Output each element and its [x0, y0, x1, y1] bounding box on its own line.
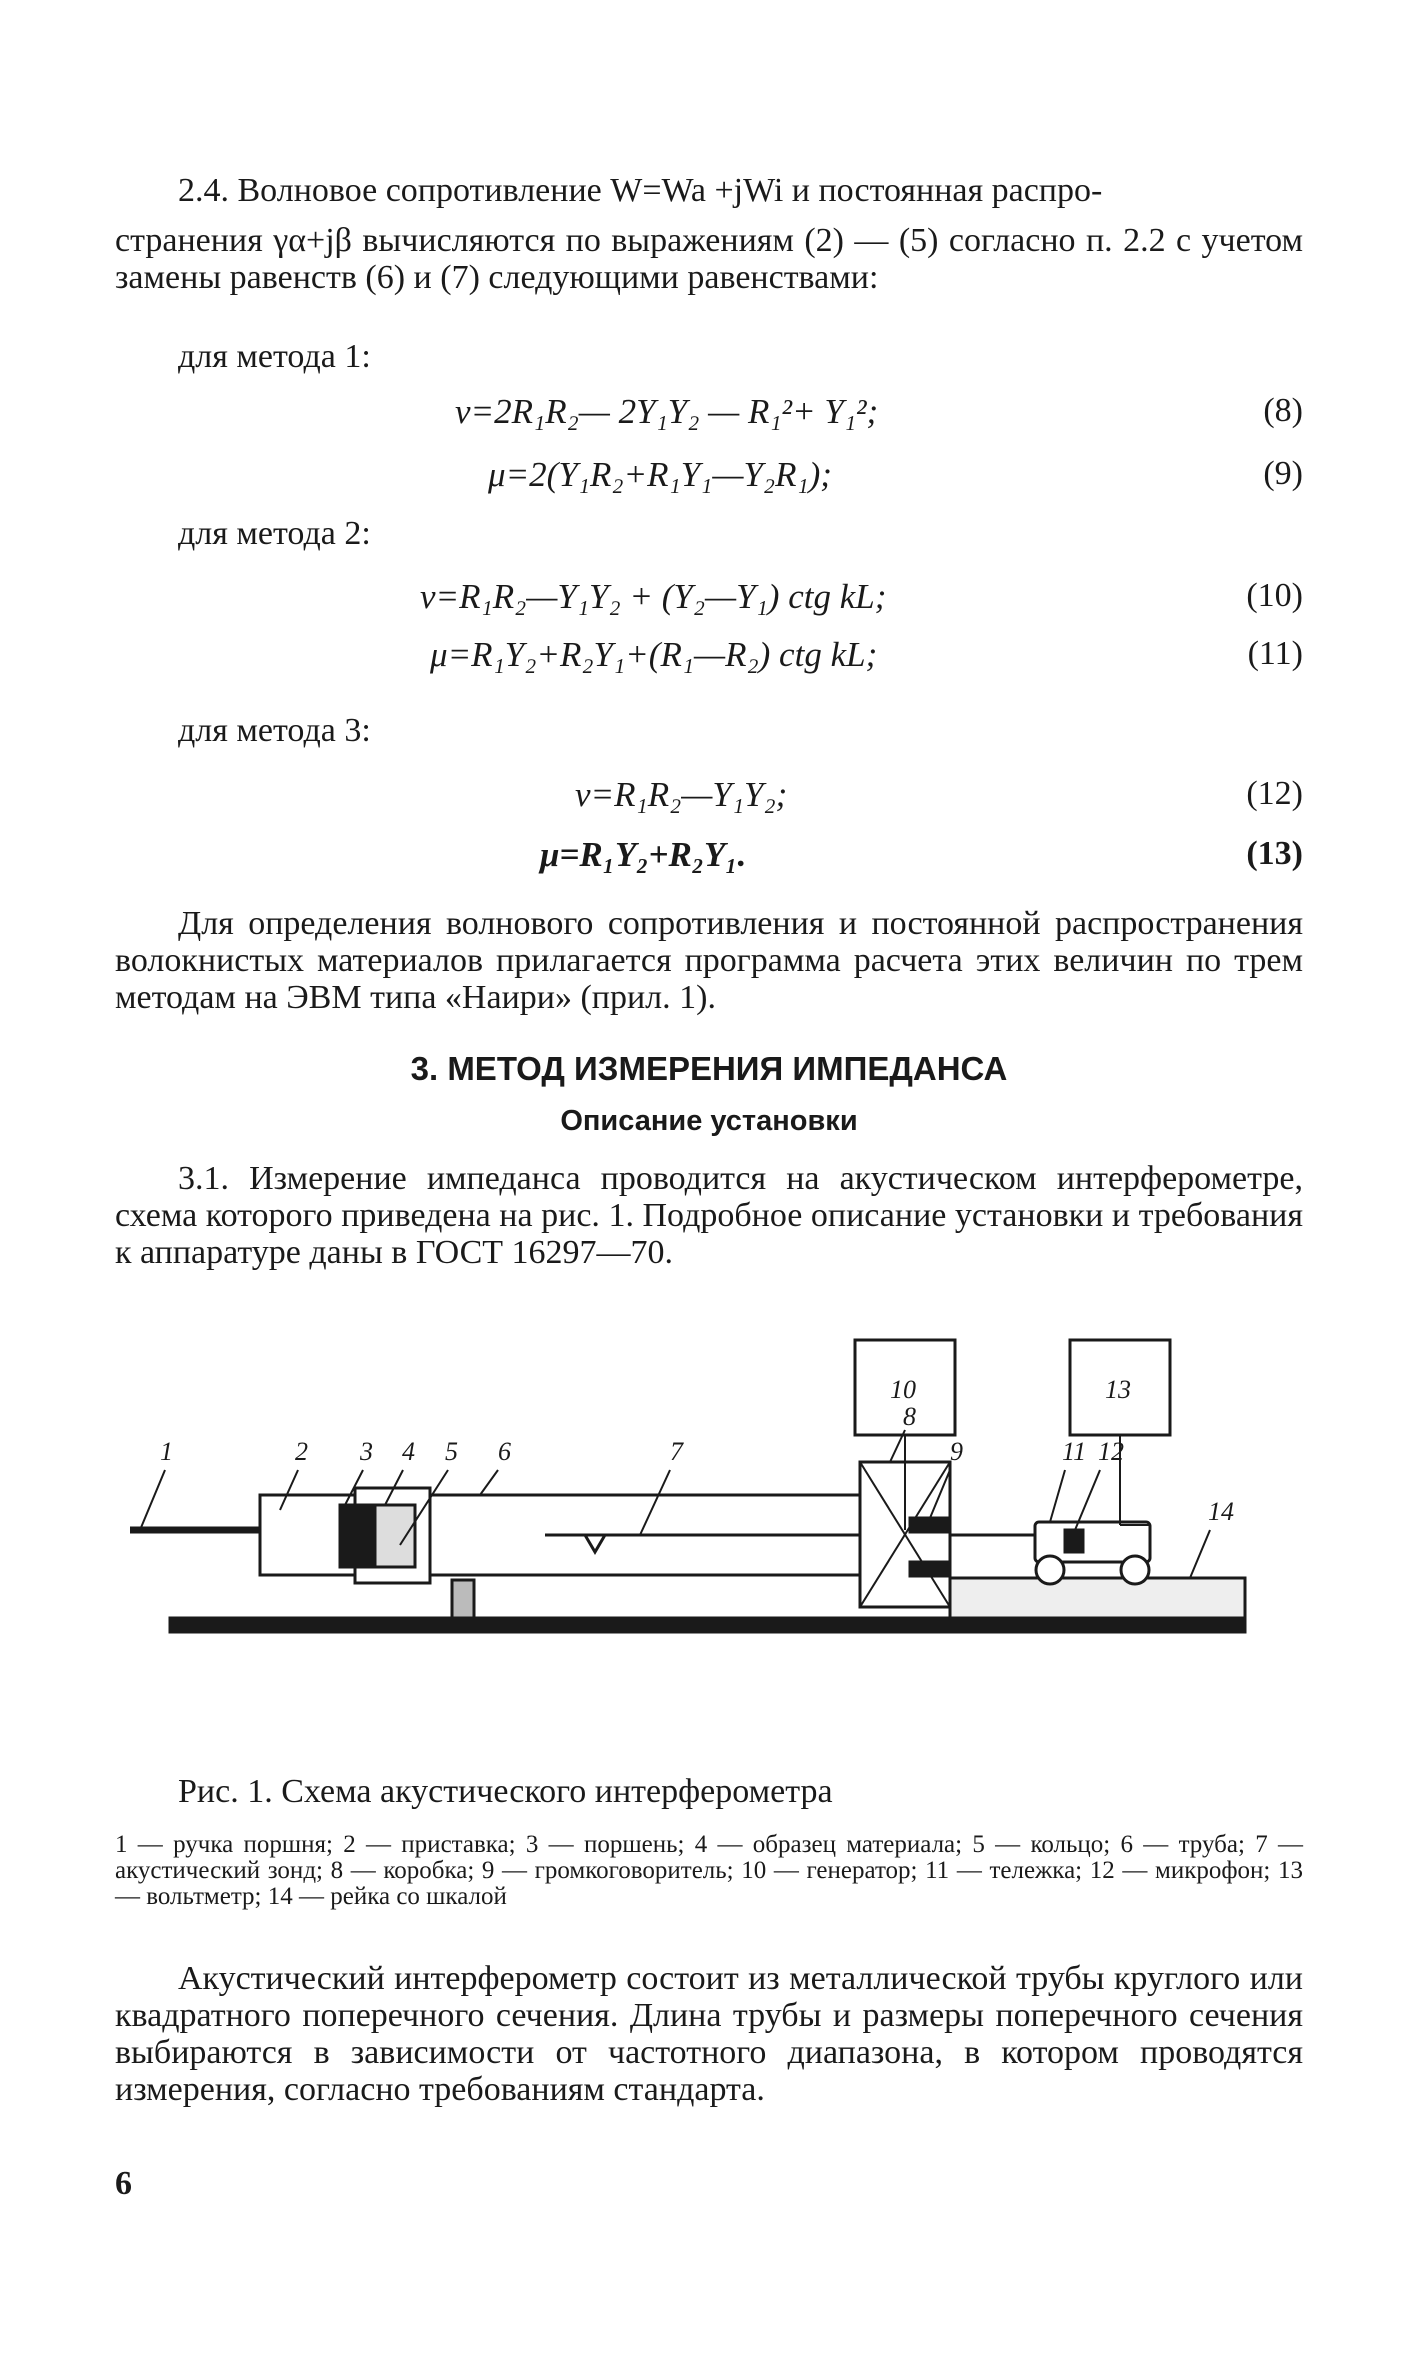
equation-8: ν=2R₁R₂— 2Y₁Y₂ — R₁²+ Y₁²; [455, 392, 879, 431]
final-paragraph: Акустический интерферометр состоит из металлической трубы круглого или квадратного поперечного сечения. Длина трубы и размеры поперечного сечения выбираются в зависимости от частотного диапазона, в котором проводятся измерения, согласно требованиям стандарта. [115, 1960, 1303, 2108]
interferometer-diagram [130, 1330, 1280, 1730]
stand [452, 1580, 474, 1618]
cart-wheel-left [1036, 1556, 1064, 1584]
label-7: 7 [670, 1437, 683, 1466]
equation-number-13: (13) [1246, 835, 1303, 872]
figure-caption: Рис. 1. Схема акустического интерферометра [178, 1773, 833, 1810]
equation-number-9: (9) [1263, 455, 1303, 492]
equation-12: ν=R₁R₂—Y₁Y₂; [575, 775, 788, 814]
probe-tip [585, 1535, 605, 1552]
label-5: 5 [445, 1437, 458, 1466]
equation-13: μ=R₁Y₂+R₂Y₁. [540, 835, 747, 874]
equation-11: μ=R₁Y₂+R₂Y₁+(R₁—R₂) ctg kL; [430, 635, 878, 674]
label-4: 4 [402, 1437, 415, 1466]
section-3-subtitle: Описание установки [560, 1105, 858, 1137]
label-11: 11 [1062, 1437, 1087, 1466]
section-2-4-line1: 2.4. Волновое сопротивление W=Wa +jWi и постоянная распро- [178, 172, 1103, 209]
label-13: 13 [1105, 1375, 1131, 1404]
label-6: 6 [498, 1437, 511, 1466]
cart-wheel-right [1121, 1556, 1149, 1584]
diagram-svg [130, 1330, 1280, 1730]
equation-number-11: (11) [1247, 635, 1303, 672]
microphone [1065, 1530, 1083, 1552]
paragraph-3-1: 3.1. Измерение импеданса проводится на акустическом интерферометре, схема которого приведена на рис. 1. Подробное описание установки и требования к аппаратуре даны в ГОСТ 16297—70. [115, 1160, 1303, 1271]
piston [340, 1505, 375, 1567]
sample-material [375, 1505, 415, 1567]
section-3-title: 3. МЕТОД ИЗМЕРЕНИЯ ИМПЕДАНСА [410, 1050, 1008, 1087]
label-2: 2 [295, 1437, 308, 1466]
figure-legend: 1 — ручка поршня; 2 — приставка; 3 — поршень; 4 — образец материала; 5 — кольцо; 6 — труба; 7 — акустический зонд; 8 — коробка; 9 — громкоговоритель; 10 — генератор; 11 — тележка; 12 — микрофон; 13 — вольтметр; 14 — рейка со шкалой [115, 1831, 1303, 1910]
label-10: 10 [890, 1375, 916, 1404]
closing-paragraph: Для определения волнового сопротивления и постоянной распространения волокнистых материалов прилагается программа расчета этих величин по трем методам на ЭВМ типа «Наири» (прил. 1). [115, 905, 1303, 1016]
section-2-4-line2: странения γα+jβ вычисляются по выражениям (2) — (5) согласно п. 2.2 с учетом замены равенств (6) и (7) следующими равенствами: [115, 222, 1303, 296]
label-9: 9 [950, 1437, 963, 1466]
speaker [910, 1518, 950, 1532]
page-number: 6 [115, 2165, 132, 2202]
equation-10: ν=R₁R₂—Y₁Y₂ + (Y₂—Y₁) ctg kL; [420, 577, 887, 616]
label-12: 12 [1098, 1437, 1124, 1466]
equation-number-10: (10) [1246, 577, 1303, 614]
equation-9: μ=2(Y₁R₂+R₁Y₁—Y₂R₁); [488, 455, 832, 494]
label-3: 3 [360, 1437, 373, 1466]
method3-label: для метода 3: [178, 712, 371, 749]
method2-label: для метода 2: [178, 515, 371, 552]
label-1: 1 [160, 1437, 173, 1466]
label-14: 14 [1208, 1497, 1234, 1526]
equation-number-8: (8) [1263, 392, 1303, 429]
label-8: 8 [903, 1402, 916, 1431]
method1-label: для метода 1: [178, 338, 371, 375]
base-rail [170, 1618, 1245, 1632]
scale-rail [950, 1578, 1245, 1618]
equation-number-12: (12) [1246, 775, 1303, 812]
